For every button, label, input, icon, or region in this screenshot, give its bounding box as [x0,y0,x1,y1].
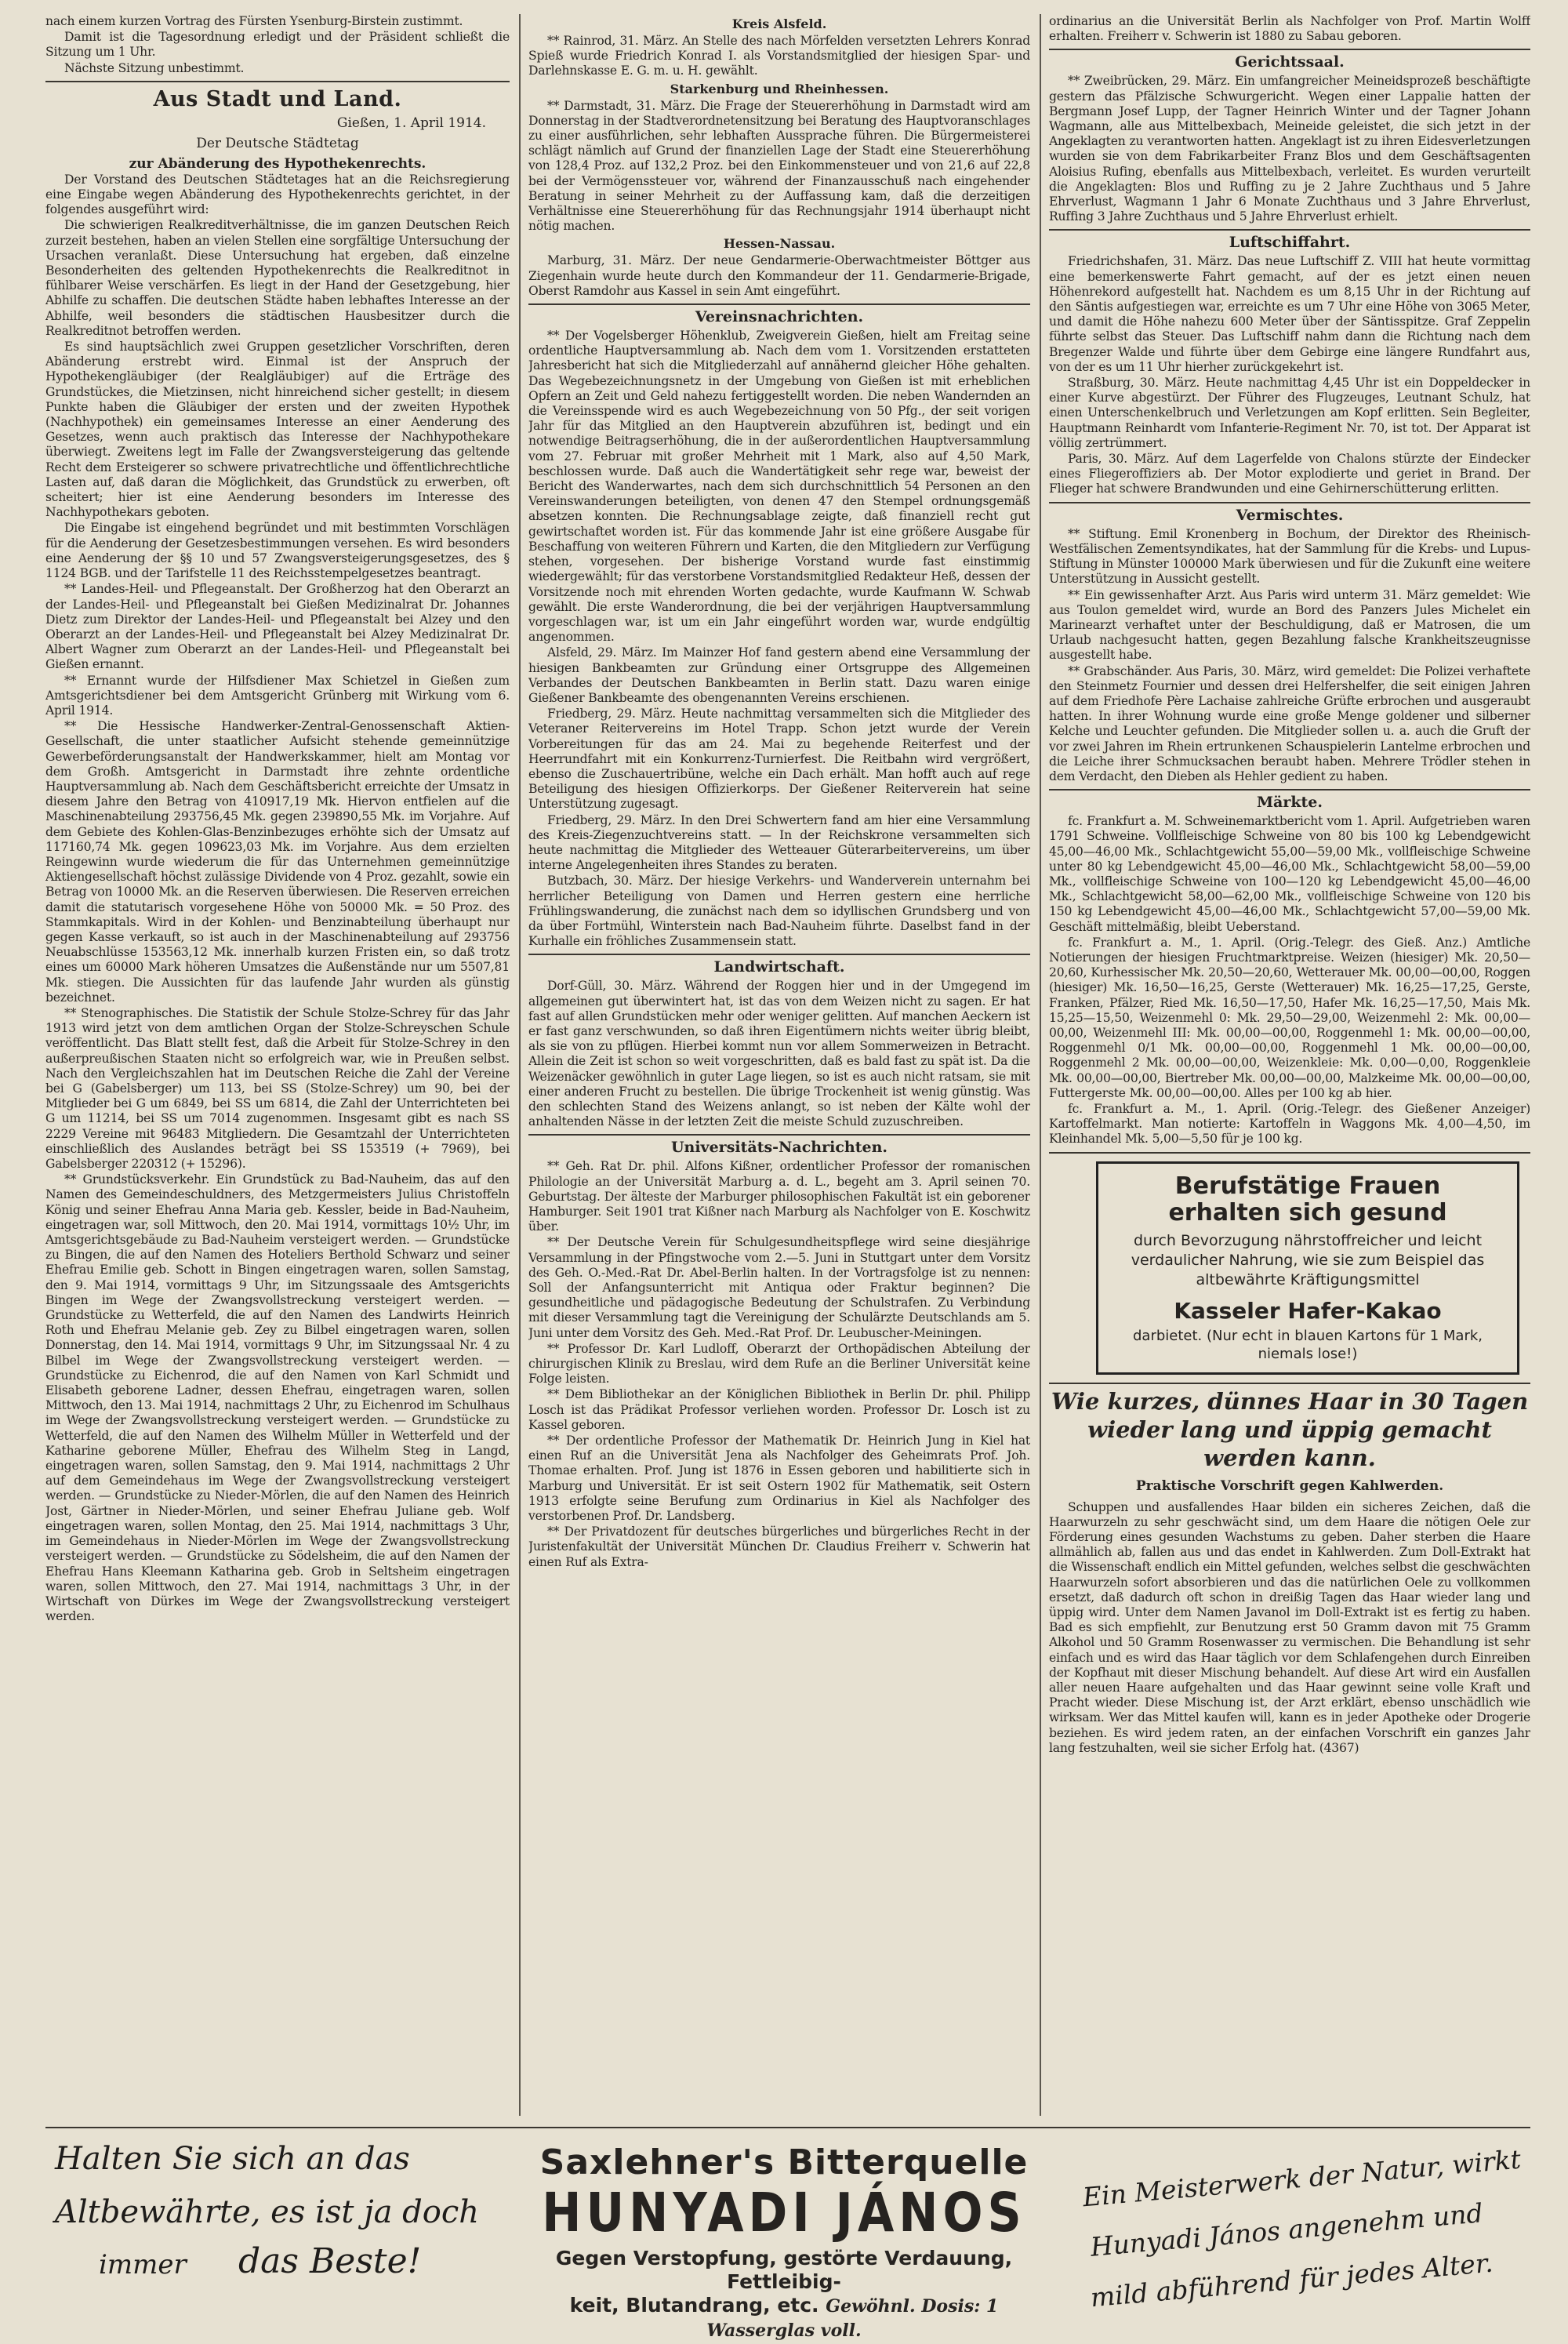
paragraph: Marburg, 31. März. Der neue Gendarmerie-Oberwachtmeister Böttger aus Ziegenhain wurde heute durch den Kommandeur der 11. Gendarmerie-Brigade, Oberst Ramdohr aus Kassel in sein Amt eingeführt. [528,253,1030,298]
divider [528,954,1030,955]
paragraph: ** Landes-Heil- und Pflegeanstalt. Der Großherzog hat den Oberarzt an der Landes-Heil- und Pflegeanstalt bei Gießen Medizinalrat Dr. Johannes Dietz zum Direktor der Landes-Heil- und Pflegeanstalt bei Alzey und den Oberarzt an der Landes-Heil- und Pflegeanstalt bei Alzey Medizinalrat Dr. Albert Wagner zum Oberarzt an der Landes-Heil- und Pflegeanstalt bei Gießen ernannt. [45,582,510,672]
section-title: Aus Stadt und Land. [153,86,402,111]
ad-script-line: Hunyadi János angenehm und [1089,2197,1485,2262]
intro-lines [45,14,510,76]
ad-script-line: das Beste! [238,2241,422,2281]
heading-vermischtes: Vermischtes. [1236,506,1344,524]
ad-headline-2: erhalten sich gesund [1168,1198,1447,1227]
paragraph: Der Vorstand des Deutschen Städtetages hat an die Reichsregierung eine Eingabe wegen Abänderung des Hypothekenrechts gerichtet, in der folgendes ausgeführt wird: [45,172,510,217]
heading-landwirtschaft: Landwirtschaft. [713,958,845,976]
ad-script-line: mild abführend für jedes Alter. [1089,2247,1494,2313]
paragraph: ** Der Deutsche Verein für Schulgesundheitspflege wird seine diesjährige Versammlung in der Pfingstwoche vom 2.—5. Juni in Stuttgart unter dem Vorsitz des Geh. O.-Med.-Rat Dr. Abel-Berlin halten. In der Vortragsfolge ist zu nennen: Soll der Anfangsunterricht mit Antiqua oder Fraktur beginnen? Die gesundheitliche und pädagogische Bedeutung der Schulstrafen. Zu Verbindung mit dieser Versammlung tagt die Vereinigung der Schulärzte Deutschlands am 5. Juni unter dem Vorsitz des Geh. Med.-Rat Prof. Dr. Leubuscher-Meiningen. [528,1235,1030,1340]
paragraph: ** Geh. Rat Dr. phil. Alfons Kißner, ordentlicher Professor der romanischen Philologie an der Universität Marburg a. d. L., begeht am 3. April seinen 70. Geburtstag. Der älteste der Marburger philosophischen Fakultät ist ein geborener Hamburger. Seit 1901 trat Kißner nach Marburg als Nachfolger von E. Koschwitz über. [528,1159,1030,1234]
ad-handwriting-left [55,2141,494,2321]
paragraph: ** Die Hessische Handwerker-Zentral-Genossenschaft Aktien-Gesellschaft, die unter staatlicher Aufsicht stehende gemeinnützige Gewerbeförderungsanstalt der Handwerkskammer, hielt am Montag vor dem Großh. Amtsgericht in Darmstadt ihre zehnte ordentliche Hauptversammlung ab. Nach dem Geschäftsbericht erreichte der Umsatz in diesem Jahre den Betrag von 410917,19 Mk. Hiervon entfielen auf die Maschinenabteilung 293756,45 Mk. gegen 239890,55 Mk. im Vorjahre. Auf dem Gebiete des Kohlen-Glas-Benzinbezuges erhöhte sich der Umsatz auf 117160,74 Mk. gegen 109623,03 Mk. im Vorjahre. Aus dem erzielten Reingewinn wurde wiederum die für das Unternehmen gemeinnützige Aktiengesellschaft höchst zulässige Dividende von 4 Proz. gezahlt, sowie ein Betrag von 10000 Mk. an die Reserven überwiesen. Die Reserven erreichen damit die statutarisch vorgesehene Höhe von 50000 Mk. = 50 Proz. des Stammkapitals. Wird in der Kohlen- und Benzinabteilung überhaupt nur gegen Kasse verkauft, so ist auch in der Maschinenabteilung auf 293756 Neuabschlüsse 153563,12 Mk. innerhalb kurzen Fristen ein, so daß trotz eines um 60000 Mark höheren Umsatzes die Außenstände nur um 5507,81 Mk. stiegen. Die Aussichten für das laufende Jahr wurden als günstig bezeichnet. [45,719,510,1005]
ad-body: durch Bevorzugung nährstoffreicher und leicht verdaulicher Nahrung, wie sie zum Beispiel das altbewährte Kräftigungsmittel [1131,1231,1485,1288]
ad-brand: HUNYADI JÁNOS [542,2181,1026,2245]
advertisement-hunyadi-janos [0,2133,1568,2341]
ad-body: Schuppen und ausfallendes Haar bilden ein sicheres Zeichen, daß die Haarwurzeln zu sehr geschwächt sind, um dem Haare die nötigen Oele zur Förderung eines gesunden Wachstums zu geben. Daher sterben die Haare allmählich ab, fallen aus und das endet in Kahlwerden. Zum Doll-Extrakt hat die Wissenschaft endlich ein Mittel gefunden, welches selbst die geschwächten Haarwurzeln sofort absorbieren und das die natürlichen Oele zu vollkommen ersetzt, daß dadurch oft schon in dreißig Tagen das Haar wieder lang und üppig wird. Unter dem Namen Javanol im Doll-Extrakt ist es fertig zu haben. Bad es sich empfiehlt, zur Benutzung erst 50 Gramm davon mit 75 Gramm Alkohol und 50 Gramm Rosenwasser zu vermischen. Die Behandlung ist sehr einfach und es wird das Haar täglich vor dem Schlafengehen durch Einreiben der Kopfhaut mit dieser Mischung behandelt. Auf diese Art wird ein Ausfallen aller neuen Haare aufgehalten und das Haar gewinnt seine volle Kraft und Pracht wieder. Diese Mischung ist, der Arzt erklärt, ebenso unschädlich wie wirksam. Wer das Mittel kaufen will, kann es in jeder Apotheke oder Drogerie beziehen. Es wird jedem raten, an der einfachen Vorschrift ein ganzes Jahr lang festzuhalten, weil sie sicher Erfolg hat. (4367) [1049,1499,1530,1755]
paragraph: ** Zweibrücken, 29. März. Ein umfangreicher Meineidsprozeß beschäftigte gestern das Pfälzische Schwurgericht. Wegen einer Lappalie hatten der Bergmann Josef Lupp, der Tagner Heinrich Winter und der Tagner Johann Wagmann, alle aus Mittelbexbach, Meineide geleistet, die sich jetzt in der Angeklagten zu verantworten hatten. Angeklagt ist zu ihren Eidesverletzungen wurden sie von dem Fabrikarbeiter Franz Blos und dem Geschäftsagenten Aloisius Rufing, ebenfalls aus Mittelbexbach, verleitet. Es wurden verurteilt die Angeklagten: Blos und Ruffing zu je 2 Jahre Zuchthaus und 5 Jahre Ehrverlust, Wagmann 1 Jahr 6 Monate Zuchthaus und 3 Jahre Ehrverlust, Ruffing 3 Jahre Zuchthaus und 5 Jahre Ehrverlust erhielt. [1049,74,1530,224]
paragraph: Es sind hauptsächlich zwei Gruppen gesetzlicher Vorschriften, deren Abänderung erstrebt wird. Einmal ist der Anspruch der Hypothekengläubiger (der Realgläubiger) auf die Erträge des Grundstückes, die Mietzinsen, nicht hinreichend sicher gestellt; in diesem Punkte haben die Gläubiger der ersten und der zweiten Hypothek (Nachhypothek) ein gemeinsames Interesse an einer Aenderung des Gesetzes, wenn auch praktisch das Interesse der Nachhypothekare überwiegt. Zweitens legt im Falle der Zwangsversteigerung das geltende Recht dem Ersteigerer so schwere privatrechtliche und öffentlichrechtliche Lasten auf, daß daran die Möglichkeit, das Grundstück zu erwerben, oft scheitert; hier ist eine Aenderung besonders im Interesse des Nachhypothekars geboten. [45,340,510,520]
heading-luftschiffahrt: Luftschiffahrt. [1229,234,1351,252]
paragraph: ** Grabschänder. Aus Paris, 30. März, wird gemeldet: Die Polizei verhaftete den Steinmetz Fournier und dessen drei Helfershelfer, die seit einigen Jahren auf dem Friedhofe Père Lachaise zahlreiche Grüfte erbrochen und ausgeraubt hatten. In ihrer Wohnung wurde eine große Menge goldener und silberner Kelche und Leuchter gefunden. Die Mitglieder sollen u. a. auch die Gruft der vor zwei Jahren im Rhein ertrunkenen Schauspielerin Lantelme erbrochen und die Leiche ihrer Schmucksachen beraubt haben. Mehrere Trödler stehen in dem Verdacht, den Dieben als Hehler gedient zu haben. [1049,663,1530,783]
divider [528,303,1030,305]
heading-gerichtssaal: Gerichtssaal. [1235,53,1345,71]
ad-headline: Wie kurzes, dünnes Haar in 30 Tagen wieder lang und üppig gemacht werden kann. [1051,1387,1529,1471]
advertisement-hafer-kakao [1096,1161,1519,1375]
heading-starkenburg: Starkenburg und Rheinhessen. [670,81,889,96]
heading-hessen-nassau: Hessen-Nassau. [723,236,836,252]
paragraph: Paris, 30. März. Auf dem Lagerfelde von Chalons stürzte der Eindecker eines Fliegeroffiziers ab. Der Motor explodierte und geriet in Brand. Der Flieger hat schwere Brandwunden und eine Gehirnerschütterung erlitten. [1049,452,1530,496]
ad-handwriting-right [1081,2143,1529,2328]
article-title: Der Deutsche Städtetag [196,135,359,151]
ad-headline-1: Berufstätige Frauen [1174,1172,1441,1200]
ad-script-line: Altbewährte, es ist ja doch [55,2194,480,2230]
paragraph: ** Der ordentliche Professor der Mathematik Dr. Heinrich Jung in Kiel hat einen Ruf an die Universität Jena als Nachfolger des Geheimrats Prof. Joh. Thomae erhalten. Prof. Jung ist 1876 in Essen geboren und habilitierte sich in Marburg und Universität. Er ist seit Ostern 1902 für Mathematik, seit Ostern 1913 erfolgte seine Berufung zum Ordinarius in Kiel als Nachfolger des verstorbenen Prof. Dr. Landsberg. [528,1434,1030,1524]
paragraph: Die Eingabe ist eingehend begründet und mit bestimmten Vorschlägen für die Aenderung der Gesetzesbestimmungen versehen. Es wird besonders eine Aenderung der §§ 10 und 57 Zwangsversteigerungsgesetzes, des § 1124 BGB. und der Tarifstelle 11 des Reichsstempelgesetzes beantragt. [45,521,510,581]
paragraph: Butzbach, 30. März. Der hiesige Verkehrs- und Wanderverein unternahm bei herrlicher Beteiligung von Damen und Herren gestern eine herrliche Frühlingswanderung, die zunächst nach dem so idyllischen Grundsberg und von da über Fortmühl, Winterstein nach Bad-Nauheim führte. Daselbst fand in der Kurhalle ein fröhliches Zusammensein statt. [528,874,1030,949]
article-subtitle: zur Abänderung des Hypothekenrechts. [129,155,426,172]
paragraph: ** Stenographisches. Die Statistik der Schule Stolze-Schrey für das Jahr 1913 wird jetzt von dem amtlichen Organ der Stolze-Schreyschen Schule veröffentlicht. Das Blatt stellt fest, daß die Arbeit für Stolze-Schrey in den außerpreußischen Staaten nicht so erfolgreich war, wie in Preußen selbst. Nach den Vergleichszahlen hat im Deutschen Reiche die Zahl der Vereine bei G (Gabelsberger) um 113, bei SS (Stolze-Schrey) um 90, bei der Mitglieder bei G um 6849, bei SS um 6814, die Zahl der Unterrichteten bei G um 11214, bei SS um 7014 zugenommen. Insgesamt gibt es nach SS 2229 Vereine mit 96483 Mitgliedern. Die Gesamtzahl der Unterrichteten einschließlich des Auslandes beträgt bei SS 153519 (+ 7969), bei Gabelsberger 220312 (+ 15296). [45,1005,510,1172]
paragraph: Die schwierigen Realkreditverhältnisse, die im ganzen Deutschen Reich zurzeit bestehen, haben an vielen Stellen eine sorgfältige Untersuchung der Ursachen veranlaßt. Diese Untersuchung hat ergeben, daß einzelne Besonderheiten des geltenden Hypothekenrechts die Realkreditnot in fühlbarer Weise verschärfen. Es liegt in der Hand der Gesetzgebung, hier Abhilfe zu schaffen. Die deutschen Städte haben lebhaftes Interesse an der Abhilfe, weil besonders die städtischen Hausbesitzer durch die Realkreditnot betroffen werden. [45,218,510,338]
heading-vereinsnachrichten: Vereinsnachrichten. [695,308,864,326]
advertisement-haar [1049,1387,1530,1756]
ad-indications [533,2247,1035,2342]
paragraph: ** Professor Dr. Karl Ludloff, Oberarzt der Orthopädischen Abteilung der chirurgischen Klinik zu Breslau, wird dem Rufe an die Berliner Universität keine Folge leisten. [528,1341,1030,1386]
paragraph: ordinarius an die Universität Berlin als Nachfolger von Prof. Martin Wolff erhalten. Freiherr v. Schwerin ist 1880 zu Sabau geboren. [1049,14,1530,44]
paragraph: fc. Frankfurt a. M., 1. April. (Orig.-Telegr. des Gieß. Anz.) Amtliche Notierungen der hiesigen Fruchtmarktpreise. Weizen (hiesiger) Mk. 20,50—20,60, Kurhessischer Mk. 20,50—20,60, Wetterauer Mk. 00,00—00,00, Roggen (hiesiger) Mk. 16,50—16,25, Gerste (Wetterauer) Mk. 16,25—17,25, Gerste, Franken, Pfälzer, Ried Mk. 16,50—17,50, Hafer Mk. 16,25—17,50, Mais Mk. 15,25—15,50, Weizenmehl 0: Mk. 29,50—29,00, Weizenmehl 2: Mk. 00,00—00,00, Weizenmehl III: Mk. 00,00—00,00, Roggenmehl 1: Mk. 00,00—00,00, Roggenmehl 0/1 Mk. 00,00—00,00, Roggenmehl 1 Mk. 00,00—00,00, Roggenmehl 2 Mk. 00,00—00,00, Weizenkleie: Mk. 0,00—0,00, Roggenkleie Mk. 00,00—00,00, Biertreber Mk. 00,00—00,00, Malzkeime Mk. 00,00—00,00, Futtergerste Mk. 00,00—00,00. Alles per 100 kg ab hier. [1049,935,1530,1100]
paragraph: Alsfeld, 29. März. Im Mainzer Hof fand gestern abend eine Versammlung der hiesigen Bankbeamten zur Gründung einer Ortsgruppe des Allgemeinen Verbandes der Deutschen Bankbeamten in Berlin statt. Dazu waren einige Gießener Bankbeamte des obengenannten Vereins erschienen. [528,645,1030,705]
intro-line: nach einem kurzen Vortrag des Fürsten Ysenburg-Birstein zustimmt. [45,14,463,28]
column-rule-2 [1040,14,1041,2116]
divider [1049,1383,1530,1384]
ad-center [533,2142,1035,2342]
dateline: Gießen, 1. April 1914. [336,114,486,131]
paragraph: ** Grundstücksverkehr. Ein Grundstück zu Bad-Nauheim, das auf den Namen des Gemeindeschuldners, des Metzgermeisters Julius Christoffeln König und seiner Ehefrau Anna Maria geb. Kessler, beide in Bad-Nauheim, eingetragen war, soll Mittwoch, den 20. Mai 1914, vormittags 10½ Uhr, im Amtsgerichtsgebäude zu Bad-Nauheim versteigert werden. — Grundstücke zu Bingen, die auf den Namen des Hoteliers Berthold Schwarz und seiner Ehefrau Emilie geb. Schott in Bingen eingetragen waren, sollen Samstag, den 9. Mai 1914, vormittags 9 Uhr, im Sitzungssaale des Amtsgerichts Bingen im Wege der Zwangsvollstreckung versteigert werden. — Grundstücke zu Wetterfeld, die auf den Namen des Landwirts Heinrich Roth und Ehefrau Melanie geb. Zey zu Bilbel eingetragen waren, sollen Donnerstag, den 14. Mai 1914, vormittags 9 Uhr, im Sitzungssaal Nr. 4 zu Bilbel im Wege der Zwangsvollstreckung versteigert werden. — Grundstücke zu Eichenrod, die auf den Namen von Karl Schmidt und Elisabeth geborene Ladner, dessen Ehefrau, eingetragen waren, sollen Mittwoch, den 13. Mai 1914, nachmittags 2 Uhr, zu Eichenrod im Schulhaus im Wege der Zwangsvollstreckung versteigert werden. — Grundstücke zu Wetterfeld, die auf den Namen des Wilhelm Müller in Wetterfeld und der Katharine geborene Müller, Ehefrau des Wilhelm Steg in Langd, eingetragen waren, sollen Samstag, den 9. Mai 1914, nachmittags 2 Uhr auf dem Gemeindehaus im Wege der Zwangsvollstreckung versteigert werden. — Grundstücke zu Nieder-Mörlen, die auf den Namen des Heinrich Jost, Gärtner in Nieder-Mörlen, und seiner Ehefrau Juliane geb. Wolf eingetragen waren, sollen Montag, den 25. Mai 1914, nachmittags 3 Uhr, im Gemeindehaus in Nieder-Mörlen im Wege der Zwangsvollstreckung versteigert werden. — Grundstücke zu Södelsheim, die auf den Namen der Ehefrau Hans Kleemann Katharina geb. Grob in Seltsheim eingetragen waren, sollen Mittwoch, den 27. Mai 1914, nachmittags 3 Uhr, in der Wirtschaft von Dürkes im Wege der Zwangsvollstreckung versteigert werden. [45,1172,510,1624]
column-2 [528,14,1030,2124]
ad-footer: darbietet. (Nur echt in blauen Kartons für 1 Mark, niemals lose!) [1132,1327,1483,1362]
divider [1049,1152,1530,1154]
ad-script-line: Halten Sie sich an das [55,2141,410,2177]
divider [1049,502,1530,503]
paragraph: Friedrichshafen, 31. März. Das neue Luftschiff Z. VIII hat heute vormittag eine bemerkenswerte Fahrt gemacht, auf der es jetzt einen neuen Höhenrekord aufgestellt hat. Nachdem es um 8,15 Uhr in der Richtung auf den Säntis aufgestiegen war, erreichte es um 7 Uhr eine Höhe von 3065 Meter, und damit die Höhe nahezu 600 Meter über der Säntisspitze. Graf Zeppelin führte selbst das Steuer. Das Luftschiff nahm dann die Richtung nach dem Bregenzer Walde und führte über dem Gebirge eine längere Rundfahrt aus, von der es um 11 Uhr hierher zurückgekehrt ist. [1049,254,1530,374]
column-3 [1049,14,1530,2124]
ad-script-line: immer [99,2249,187,2280]
paragraph: Dorf-Güll, 30. März. Während der Roggen hier und in der Umgegend im allgemeinen gut überwintert hat, ist das von dem Weizen nicht zu sagen. Er hat fast auf allen Grundstücken mehr oder weniger gelitten. Auf manchen Aeckern ist er fast ganz verschwunden, so daß ihren Eigentümern nichts weiter übrig bleibt, als sie von zu pflügen. Hierbei kommt nun vor allem Sommerweizen in Betracht. Allein die Zeit ist schon so weit vorgeschritten, daß es bald fast zu spät ist. Da die Weizenäcker gewöhnlich in guter Lage liegen, so ist es auch nicht ratsam, sie mit einer anderen Frucht zu bestellen. Die übrige Trockenheit ist wenig günstig. Was den schlechten Stand des Weizens anlangt, so ist neben der Kälte wohl der anhaltenden Nässe in der letzten Zeit die meiste Schuld zuzuschreiben. [528,979,1030,1129]
ad-product-line: Saxlehner's Bitterquelle [539,2142,1029,2182]
divider [1049,789,1530,790]
paragraph: ** Ernannt wurde der Hilfsdiener Max Schietzel in Gießen zum Amtsgerichtsdiener bei dem Amtsgericht Grünberg mit Wirkung vom 6. April 1914. [45,673,510,718]
divider [1049,49,1530,50]
paragraph: ** Dem Bibliothekar an der Königlichen Bibliothek in Berlin Dr. phil. Philipp Losch ist das Prädikat Professor verliehen worden. Professor Dr. Losch ist zu Kassel geboren. [528,1387,1030,1432]
paragraph: Friedberg, 29. März. In den Drei Schwertern fand am hier eine Versammlung des Kreis-Ziegenzuchtvereins statt. — In der Reichskrone versammelten sich heute nachmittag die Mitglieder des Wetteauer Güterarbeitervereins, um über interne Angelegenheiten ihres Standes zu beraten. [528,812,1030,873]
paragraph: ** Der Privatdozent für deutsches bürgerliches und bürgerliches Recht in der Juristenfakultät der Universität München Dr. Claudius Freiherr v. Schwerin hat einen Ruf als Extra- [528,1525,1030,1569]
divider-bottom [45,2127,1530,2128]
paragraph: ** Darmstadt, 31. März. Die Frage der Steuererhöhung in Darmstadt wird am Donnerstag in der Stadtverordnetensitzung bei Beratung des Hauptvoranschlages zu einer ausführlichen, sehr lebhaften Aussprache führen. Die Bürgermeisterei schlägt nämlich auf Grund der finanziellen Lage der Stadt eine Steuererhöhung von 128,4 Proz. auf 132,2 Proz. bei den Einkommensteuer und von 21,6 auf 22,8 bei der Vermögenssteuer vor, während der Finanzausschuß nach eingehender Beratung in seiner Mehrheit zu der Auffassung kam, daß die derzeitigen Verhältnisse eine Steuererhöhung für das Rechnungsjahr 1914 überhaupt nicht nötig machen. [528,98,1030,234]
heading-universitaets-nachrichten: Universitäts-Nachrichten. [670,1139,888,1157]
divider [528,1134,1030,1136]
paragraph: ** Der Vogelsberger Höhenklub, Zweigverein Gießen, hielt am Freitag seine ordentliche Hauptversammlung ab. Nach dem vom 1. Vorsitzenden erstatteten Jahresbericht hat sich die Mitgliederzahl auf annähernd gleicher Höhe gehalten. Das Wegebezeichnungsnetz in der Umgebung von Gießen ist mit erheblichen Opfern an Zeit und Geld nahezu fertiggestellt worden. Die neben Wandernden an die Vereinsspende wird es auch Wegebezeichnung von 50 Pfg., der seit vorigen Jahr für das Mitglied an den Hauptverein abzuführen ist, bedingt und ein notwendige Beitragserhöhung, die in der außerordentlichen Hauptversammlung vom 27. Februar mit großer Mehrheit mit 1 Mark, also auf 4,50 Mark, beschlossen wurde. Daß auch die Wandertätigkeit sehr rege war, beweist der Bericht des Wanderwartes, nach dem sich durchschnittlich 54 Personen an den Vereinswanderungen beteiligten, von denen 47 den Stempel ordnungsgemäß absetzen konnten. Die Rechnungsablage zeigte, daß finanziell recht gut gewirtschaftet worden ist. Für das kommende Jahr ist eine größere Ausgabe für Beschaffung von weiteren Führern und Karten, die den Mitgliedern zur Verfügung stehen, vorgesehen. Der bisherige Vorstand wurde fast einstimmig wiedergewählt; für das verstorbene Vorstandsmitglied Redakteur Heß, dessen der Vorsitzende noch mit ehrenden Worten gedachte, wurde Kaufmann W. Schwab gewählt. Die erste Wanderordnung, die bei der verjährigen Hauptversammlung vorgeschlagen war, ist um ein Jahr eingeführt worden war, wurde endgültig angenommen. [528,329,1030,645]
paragraph: ** Stiftung. Emil Kronenberg in Bochum, der Direktor des Rheinisch-Westfälischen Zementsyndikates, hat der Sammlung für die Krebs- und Lupus-Stiftung in Münster 100000 Mark überwiesen und für die Zukunft eine weitere Unterstützung in Aussicht gestellt. [1049,526,1530,587]
ad-dose: Gewöhnl. Dosis: 1 Wasserglas voll. [706,2296,999,2341]
ad-indications-line: Gegen Verstopfung, gestörte Verdauung, Fettleibig- [555,2247,1013,2293]
divider [1049,229,1530,231]
heading-kreis-alsfeld: Kreis Alsfeld. [731,16,827,31]
ad-brand: Kasseler Hafer-Kakao [1174,1297,1442,1324]
column-rule-1 [519,14,521,2116]
divider [45,81,510,82]
ad-indications-line: keit, Blutandrang, etc. [569,2294,819,2317]
paragraph: ** Rainrod, 31. März. An Stelle des nach Mörfelden versetzten Lehrers Konrad Spieß wurde Friedrich Konrad I. als Vorstandsmitglied der hiesigen Spar- und Darlehnskasse E. G. m. u. H. gewählt. [528,34,1030,78]
paragraph: Straßburg, 30. März. Heute nachmittag 4,45 Uhr ist ein Doppeldecker in einer Kurve abgestürzt. Der Führer des Flugzeuges, Leutnant Schulz, hat einen Unterschenkelbruch und Verletzungen am Kopf erlitten. Sein Begleiter, Hauptmann Reinhardt vom Infanterie-Regiment Nr. 70, ist tot. Der Apparat ist völlig zertrümmert. [1049,376,1530,450]
paragraph: ** Ein gewissenhafter Arzt. Aus Paris wird unterm 31. März gemeldet: Wie aus Toulon gemeldet wird, wurde an Bord des Panzers Jules Michelet ein Marinearzt verhaftet unter der Beschuldigung, daß er Matrosen, die um Urlaub nachgesucht hatten, gegen Bezahlung falsche Krankheitszeugnisse ausgestellt habe. [1049,587,1530,663]
ad-subhead: Praktische Vorschrift gegen Kahlwerden. [1135,1477,1444,1494]
paragraph: fc. Frankfurt a. M. Schweinemarktbericht vom 1. April. Aufgetrieben waren 1791 Schweine. Vollfleischige Schweine von 80 bis 100 kg Lebendgewicht 45,00—46,00 Mk., Schlachtgewicht 55,00—59,00 Mk., vollfleischige Schweine unter 80 kg Lebendgewicht 45,00—46,00 Mk., Schlachtgewicht 58,00—59,00 Mk., vollfleischige Schweine von 100—120 kg Lebendgewicht 45,00—46,00 Mk., Schlachtgewicht 58,00—62,00 Mk., vollfleischige Schweine von 120 bis 150 kg Lebendgewicht 45,00—46,00 Mk., Schlachtgewicht 57,00—59,00 Mk. Geschäft mittelmäßig, bleibt Ueberstand. [1049,814,1530,934]
intro-line: Nächste Sitzung unbestimmt. [64,60,245,75]
ad-script-line: Ein Meisterwerk der Natur, wirkt [1081,2143,1523,2213]
paragraph: Friedberg, 29. März. Heute nachmittag versammelten sich die Mitglieder des Veteraner Reitervereins im Hotel Trapp. Schon jetzt wurde der Verein Vorbereitungen für das am 24. Mai zu begehende Reiterfest und der Heerrundfahrt mit ein Konkurrenz-Turnierfest. Die Reitbahn wird vergrößert, ebenso die Zuschauertribüne, welche ein Dach erhält. Man hofft auch auf rege Beteiligung des hiesigen Offizierkorps. Der Gießener Reiterverein hat seine Unterstützung zugesagt. [528,707,1030,812]
column-1 [45,14,510,2124]
heading-maerkte: Märkte. [1257,794,1323,812]
paragraph: fc. Frankfurt a. M., 1. April. (Orig.-Telegr. des Gießener Anzeiger) Kartoffelmarkt. Man notierte: Kartoffeln in Waggons Mk. 4,00—4,50, im Kleinhandel Mk. 5,00—5,50 für je 100 kg. [1049,1102,1530,1147]
intro-line: Damit ist die Tagesordnung erledigt und der Präsident schließt die Sitzung um 1 Uhr. [45,30,510,60]
